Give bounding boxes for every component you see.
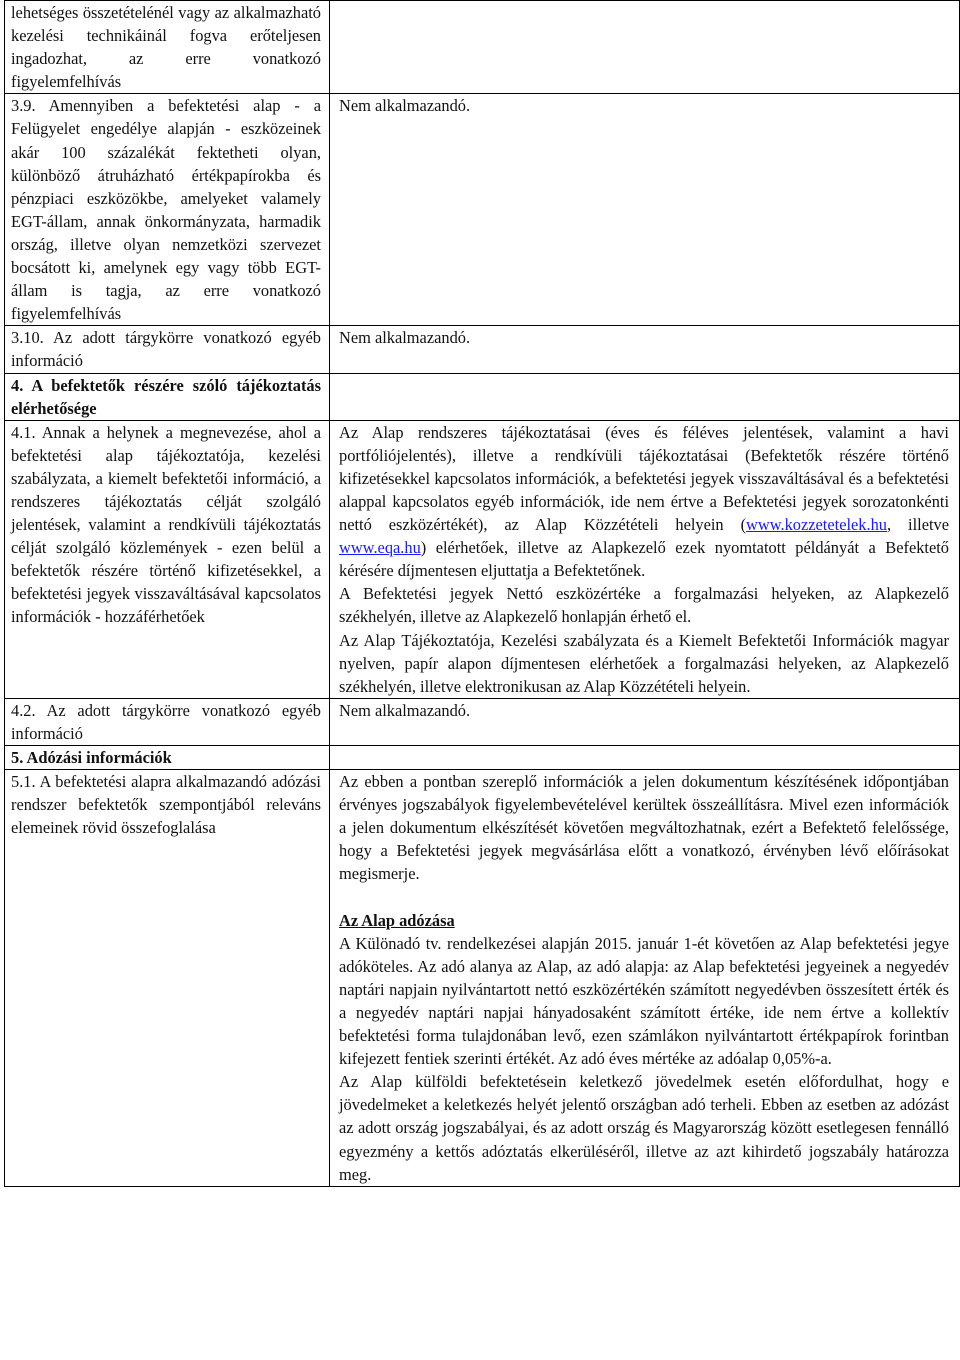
- section-heading: [5, 373, 330, 420]
- table-row: [5, 94, 960, 326]
- info-table: [4, 0, 960, 1187]
- section-heading-text: 4. A befektetők részére szóló tájékoztatás elérhetősége: [11, 375, 321, 418]
- row-value: [330, 373, 960, 420]
- prospectus-paragraph: Az Alap Tájékoztatója, Kezelési szabályzata és a Kiemelt Befektetői Információk magyar nyelven, papír alapon díjmentesen elérhetőek a forgalmazási helyeken, az Alapkezelő székhelyén, illetve elektronikusan az Alap Közzétételi helyein.: [339, 630, 949, 696]
- row-value: [330, 746, 960, 770]
- row-label-text: lehetséges összetételénél vagy az alkalmazható kezelési technikáinál fogva erőteljesen ingadozhat, az erre vonatkozó figyelemfelhívás: [11, 3, 321, 92]
- row-label-text: 3.9. Amennyiben a befektetési alap - a Felügyelet engedélye alapján - eszközeinek akár 100 százalékát fektetheti olyan, különböző átruházható értékpapírokba és pénzpiaci eszközökbe, amelyeket valamely EGT-állam, annak önkormányzata, harmadik ország, illetve olyan nemzetközi szervezet bocsátott ki, amelynek egy vagy több EGT-állam is tagja, az erre vonatkozó figyelemfelhívás: [11, 96, 321, 324]
- tax-disclaimer-paragraph: Az ebben a pontban szereplő információk a jelen dokumentum készítésének időpontjában érvényes jogszabályok figyelembevételével kerültek összeállításra. Mivel ezen információk a jelen dokumentum elkészítését követően megváltozhatnak, ezért a Befektető felelőssége, hogy a Befektetési jegyek megvásárlása előtt a vonatkozó, érvényben lévő előírásokat megismerje.: [339, 772, 949, 884]
- row-value: [330, 1, 960, 94]
- row-value-text: Nem alkalmazandó.: [339, 700, 471, 720]
- document-page: [4, 0, 959, 1187]
- table-row: [5, 746, 960, 770]
- tax-paragraph: A Különadó tv. rendelkezései alapján 2015. január 1-ét követően az Alap befektetési jegye adóköteles. Az adó alanya az Alap, az adó alapja: az Alap befektetési jegyeinek a negyedév naptári napjain nyilvántartott nettó eszközértékén számított negyedévben összesített érték és a negyedév naptári napjai hányadosaként számított értéke, ide nem értve a kollektív befektetési forma tulajdonában levő, ezen számlákon nyilvántartott értékpapírok forintban kifejezett fentiek szerinti értékét. Az adó éves mértéke az adóalap 0,05%-a.: [339, 933, 949, 1069]
- row-label: [5, 94, 330, 326]
- availability-text-end: ) elérhetőek, illetve az Alapkezelő ezek nyomtatott példányát a Befektető kérésére díjmentesen eljuttatja a Befektetőnek.: [339, 538, 949, 581]
- availability-text-mid: , illetve: [886, 515, 949, 535]
- table-row: [5, 770, 960, 1187]
- row-label-text: 3.10. Az adott tárgykörre vonatkozó egyéb információ: [11, 328, 321, 371]
- row-label: [5, 770, 330, 1187]
- row-value: [330, 698, 960, 745]
- row-label: [5, 326, 330, 373]
- section-heading: [5, 746, 330, 770]
- row-value: [330, 94, 960, 326]
- row-label-text: 4.1. Annak a helynek a megnevezése, ahol a befektetési alap tájékoztatója, kezelési szabályzata, a kiemelt befektetői információ, a rendszeres tájékoztatás célját szolgáló jelentések, valamint a rendkívüli tájékoztatás célját szolgáló közlemények - ezen belül a befektetők részére történő kifizetésekkel, a befektetési jegyek visszaváltásával kapcsolatos információk - hozzáférhetőek: [11, 422, 321, 627]
- foreign-tax-paragraph: Az Alap külföldi befektetésein keletkező jövedelmek esetén előfordulhat, hogy e jövedelmeket a keletkezés helyét jelentő országban adó terheli. Ebben az esetben az adózást az adott ország jogszabályai, és az adott ország és Magyarország között esetlegesen fennálló egyezmény a kettős adóztatás elkerüléséről, illetve az azt kihirdető jogszabály határozza meg.: [339, 1072, 949, 1184]
- availability-text-start: Az Alap rendszeres tájékoztatásai (éves és féléves jelentések, valamint a havi portfóliójelentés), illetve a rendkívüli tájékoztatásai (Befektetők részére történő kifizetésekkel kapcsolatos információk, a befektetési jegyek visszaváltásával és a befektetési alappal kapcsolatos egyéb információk, ide nem értve a Befektetési jegyek sorozatonkénti nettó eszközértékét), az Alap Közzétételi helyein (: [339, 422, 949, 535]
- tax-heading: Az Alap adózása: [339, 910, 455, 930]
- table-row: [5, 698, 960, 745]
- row-label: [5, 1, 330, 94]
- row-label: [5, 420, 330, 698]
- table-row: [5, 373, 960, 420]
- section-heading-text: 5. Adózási információk: [11, 748, 172, 767]
- kozzetetelek-link[interactable]: www.kozzetetelek.hu: [746, 515, 887, 535]
- row-value: [330, 770, 960, 1187]
- eqa-link[interactable]: www.eqa.hu: [339, 538, 421, 558]
- nav-paragraph: A Befektetési jegyek Nettó eszközértéke a forgalmazási helyeken, az Alapkezelő székhelyén, illetve az Alapkezelő honlapján érhető el.: [339, 584, 949, 627]
- table-row: [5, 1, 960, 94]
- row-value: [330, 326, 960, 373]
- row-value: [330, 420, 960, 698]
- row-label-text: 5.1. A befektetési alapra alkalmazandó adózási rendszer befektetők szempontjából releváns elemeinek rövid összefoglalása: [11, 772, 321, 838]
- table-row: [5, 326, 960, 373]
- row-label-text: 4.2. Az adott tárgykörre vonatkozó egyéb információ: [11, 700, 321, 743]
- row-value-text: Nem alkalmazandó.: [339, 328, 471, 348]
- table-row: [5, 420, 960, 698]
- row-value-text: Nem alkalmazandó.: [339, 96, 471, 116]
- availability-paragraph: [339, 421, 949, 583]
- row-label: [5, 698, 330, 745]
